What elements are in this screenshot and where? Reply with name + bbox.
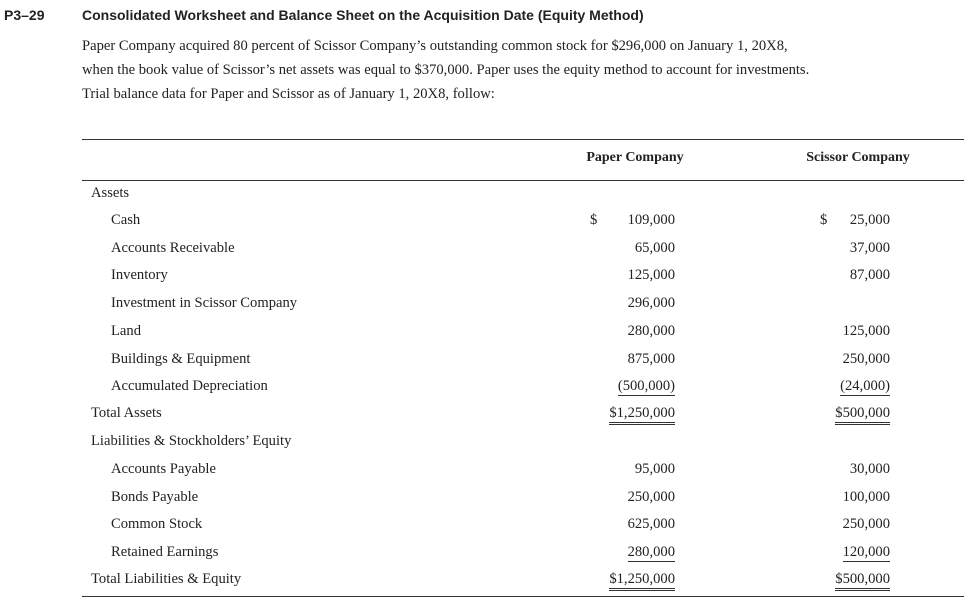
row-label: Buildings & Equipment bbox=[111, 351, 251, 367]
row-label: Retained Earnings bbox=[111, 544, 219, 560]
problem-title: Consolidated Worksheet and Balance Sheet on the Acquisition Date (Equity Method) bbox=[82, 7, 644, 23]
table-row bbox=[0, 321, 964, 343]
scissor-value: 25,000 bbox=[849, 212, 890, 228]
paper-value: 296,000 bbox=[627, 295, 675, 311]
intro-line: when the book value of Scissor’s net assets was equal to $370,000. Paper uses the equity method to account for investments. bbox=[82, 62, 810, 78]
paper-value bbox=[590, 571, 675, 588]
paper-value: 875,000 bbox=[627, 351, 675, 367]
row-label: Total Liabilities & Equity bbox=[91, 571, 242, 587]
row-label: Assets bbox=[91, 185, 130, 201]
table-row-section bbox=[0, 431, 964, 453]
intro-line: Paper Company acquired 80 percent of Scissor Company’s outstanding common stock for $296,000 on January 1, 20X8, bbox=[82, 38, 788, 54]
scissor-value: 37,000 bbox=[849, 240, 890, 256]
dollar-sign: $ bbox=[820, 212, 828, 228]
scissor-value-text: $500,000 bbox=[835, 405, 890, 425]
paper-value-text: $1,250,000 bbox=[609, 571, 675, 591]
row-label: Total Assets bbox=[91, 405, 162, 421]
paper-value: 65,000 bbox=[634, 240, 675, 256]
row-label: Liabilities & Stockholders’ Equity bbox=[91, 433, 292, 449]
paper-value: 280,000 bbox=[627, 323, 675, 339]
scissor-value: 30,000 bbox=[849, 461, 890, 477]
table-row bbox=[0, 265, 964, 287]
column-header-paper: Paper Company bbox=[586, 150, 684, 165]
scissor-value: 250,000 bbox=[842, 351, 890, 367]
scissor-value bbox=[800, 378, 890, 395]
paper-value-text: (500,000) bbox=[617, 378, 675, 394]
scissor-value-text: $500,000 bbox=[835, 571, 890, 591]
table-row bbox=[0, 293, 964, 315]
row-label: Accounts Payable bbox=[111, 461, 216, 477]
scissor-amount bbox=[800, 212, 890, 229]
scissor-value bbox=[800, 571, 890, 588]
paper-value-text: $1,250,000 bbox=[609, 405, 675, 425]
paper-value-text: 280,000 bbox=[627, 544, 675, 560]
row-label: Land bbox=[111, 323, 141, 339]
table-row-total bbox=[0, 569, 964, 591]
problem-number: P3–29 bbox=[4, 7, 45, 23]
table-row-total bbox=[0, 403, 964, 425]
row-label: Common Stock bbox=[111, 516, 203, 532]
table-top-rule bbox=[82, 139, 964, 140]
paper-value: 95,000 bbox=[634, 461, 675, 477]
scissor-value: 125,000 bbox=[842, 323, 890, 339]
row-label: Accumulated Depreciation bbox=[111, 378, 268, 394]
paper-value: 109,000 bbox=[627, 212, 675, 228]
paper-value bbox=[590, 378, 675, 395]
paper-value bbox=[590, 405, 675, 422]
row-label: Inventory bbox=[111, 267, 168, 283]
paper-value bbox=[590, 544, 675, 561]
table-row bbox=[0, 542, 964, 564]
dollar-sign: $ bbox=[590, 212, 598, 228]
row-label: Accounts Receivable bbox=[111, 240, 235, 256]
table-header-rule bbox=[82, 180, 964, 181]
paper-value: 250,000 bbox=[627, 489, 675, 505]
table-row bbox=[0, 514, 964, 536]
paper-amount bbox=[590, 212, 675, 229]
table-row bbox=[0, 349, 964, 371]
paper-value: 125,000 bbox=[627, 267, 675, 283]
scissor-value bbox=[800, 544, 890, 561]
paper-value: 625,000 bbox=[627, 516, 675, 532]
table-row bbox=[0, 238, 964, 260]
problem-intro bbox=[82, 34, 962, 106]
row-label: Investment in Scissor Company bbox=[111, 295, 298, 311]
intro-line: Trial balance data for Paper and Scissor as of January 1, 20X8, follow: bbox=[82, 86, 495, 102]
column-header-scissor: Scissor Company bbox=[806, 150, 910, 165]
table-bottom-rule bbox=[82, 596, 964, 597]
row-label: Bonds Payable bbox=[111, 489, 199, 505]
scissor-value: 87,000 bbox=[849, 267, 890, 283]
table-row-section bbox=[0, 183, 964, 205]
row-label: Cash bbox=[111, 212, 141, 228]
table-row bbox=[0, 487, 964, 509]
scissor-value-text: 120,000 bbox=[842, 544, 890, 560]
table-row bbox=[0, 376, 964, 398]
scissor-value: 100,000 bbox=[842, 489, 890, 505]
table-row bbox=[0, 459, 964, 481]
scissor-value-text: (24,000) bbox=[840, 378, 890, 394]
scissor-value: 250,000 bbox=[842, 516, 890, 532]
scissor-value bbox=[800, 405, 890, 422]
table-row bbox=[0, 210, 964, 232]
